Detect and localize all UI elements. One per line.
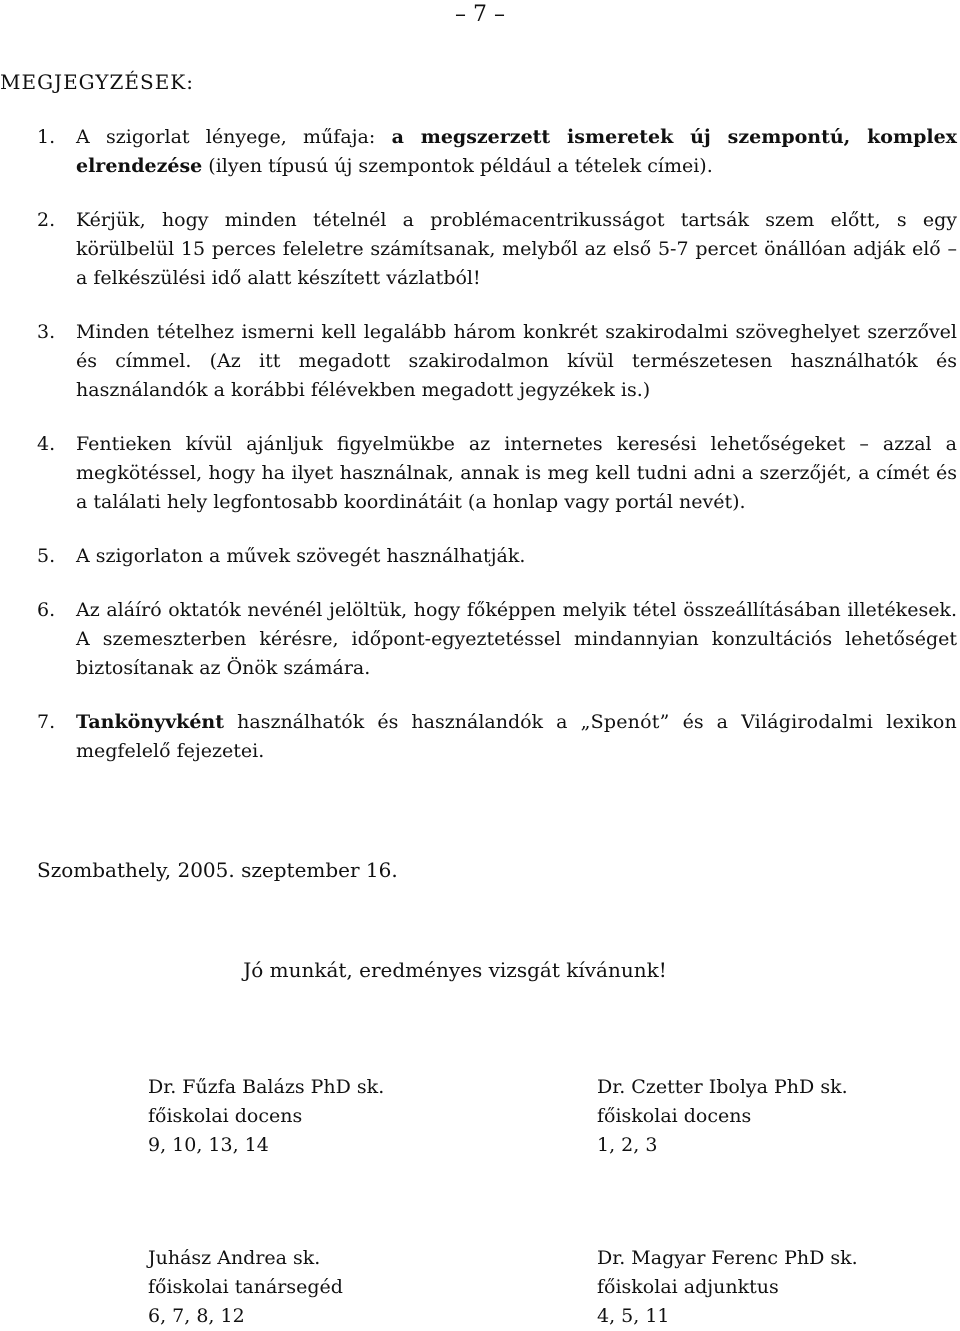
note-text xyxy=(76,708,957,766)
note-number: 7. xyxy=(37,711,56,733)
note-item xyxy=(37,318,957,405)
signatory-topics: 6, 7, 8, 12 xyxy=(148,1305,245,1327)
note-number: 3. xyxy=(37,321,56,343)
note-number: 4. xyxy=(37,433,56,455)
signature-block xyxy=(148,1244,343,1331)
note-item xyxy=(37,596,957,683)
note-text-mid: használhatók és használandók a xyxy=(224,711,581,733)
note-number: 5. xyxy=(37,545,56,567)
note-text-bold: Tankönyvként xyxy=(76,711,225,733)
signatory-name: Juhász Andrea sk. xyxy=(148,1247,321,1269)
note-number: 6. xyxy=(37,599,56,621)
note-text: A szigorlaton a művek szövegét használhatják. xyxy=(76,545,526,567)
signatory-topics: 4, 5, 11 xyxy=(597,1305,670,1327)
note-number: 1. xyxy=(37,126,56,148)
signature-block xyxy=(597,1073,848,1160)
signatory-name: Dr. Fűzfa Balázs PhD sk. xyxy=(148,1076,385,1098)
signatory-title: főiskolai docens xyxy=(148,1105,303,1127)
signature-block xyxy=(597,1244,858,1331)
note-item xyxy=(37,542,957,571)
signatory-title: főiskolai tanársegéd xyxy=(148,1276,343,1298)
note-item xyxy=(37,708,957,766)
note-item xyxy=(37,430,957,517)
signatory-topics: 9, 10, 13, 14 xyxy=(148,1134,269,1156)
note-number: 2. xyxy=(37,209,56,231)
note-text: Az aláíró oktatók nevénél jelöltük, hogy főképpen melyik tétel összeállításában illetékesek. A szemeszterben kérésre, időpont-egyeztetéssel mindannyian konzultációs lehetőséget biztosítanak az Önök számára. xyxy=(76,599,957,679)
book-title-spenot: „Spenót” xyxy=(580,711,670,733)
closing-line: Jó munkát, eredményes vizsgát kívánunk! xyxy=(243,958,667,982)
notes-list xyxy=(37,123,957,791)
note-text-mid: és a xyxy=(669,711,742,733)
note-text-post: megfelelő fejezetei. xyxy=(76,740,265,762)
note-text: Kérjük, hogy minden tételnél a problémacentrikusságot tartsák szem előtt, s egy körülbelül 15 perces feleletre számítsanak, melyből az első 5-7 percet önállóan adják elő – a felkészülési idő alatt készített vázlatból! xyxy=(76,209,957,289)
note-text-post: (ilyen típusú új szempontok például a tételek címei). xyxy=(202,155,713,177)
signatory-title: főiskolai docens xyxy=(597,1105,752,1127)
signatory-name: Dr. Magyar Ferenc PhD sk. xyxy=(597,1247,858,1269)
note-item xyxy=(37,206,957,293)
signature-block xyxy=(148,1073,384,1160)
note-text xyxy=(76,123,957,181)
page-number: – 7 – xyxy=(455,2,505,27)
notes-heading: MEGJEGYZÉSEK: xyxy=(0,70,194,94)
book-title-lexikon: Világirodalmi lexikon xyxy=(741,711,957,733)
signatory-title: főiskolai adjunktus xyxy=(597,1276,779,1298)
note-text-pre: A szigorlat lényege, műfaja: xyxy=(76,126,392,148)
note-text-bold: a megszerzett ismeretek új szempontú, komplex elrendezése xyxy=(76,126,957,177)
signatory-name: Dr. Czetter Ibolya PhD sk. xyxy=(597,1076,848,1098)
signatory-topics: 1, 2, 3 xyxy=(597,1134,658,1156)
note-text: Fentieken kívül ajánljuk figyelmükbe az internetes keresési lehetőségeket – azzal a megkötéssel, hogy ha ilyet használnak, annak is meg kell tudni adni a szerzőjét, a címét és a találati hely legfontosabb koordinátáit (a honlap vagy portál nevét). xyxy=(76,433,957,513)
note-text: Minden tételhez ismerni kell legalább három konkrét szakirodalmi szöveghelyet szerzővel és címmel. (Az itt megadott szakirodalmon kívül természetesen használhatók és használandók a korábbi félévekben megadott jegyzékek is.) xyxy=(76,321,957,401)
place-date: Szombathely, 2005. szeptember 16. xyxy=(37,858,398,882)
note-item xyxy=(37,123,957,181)
